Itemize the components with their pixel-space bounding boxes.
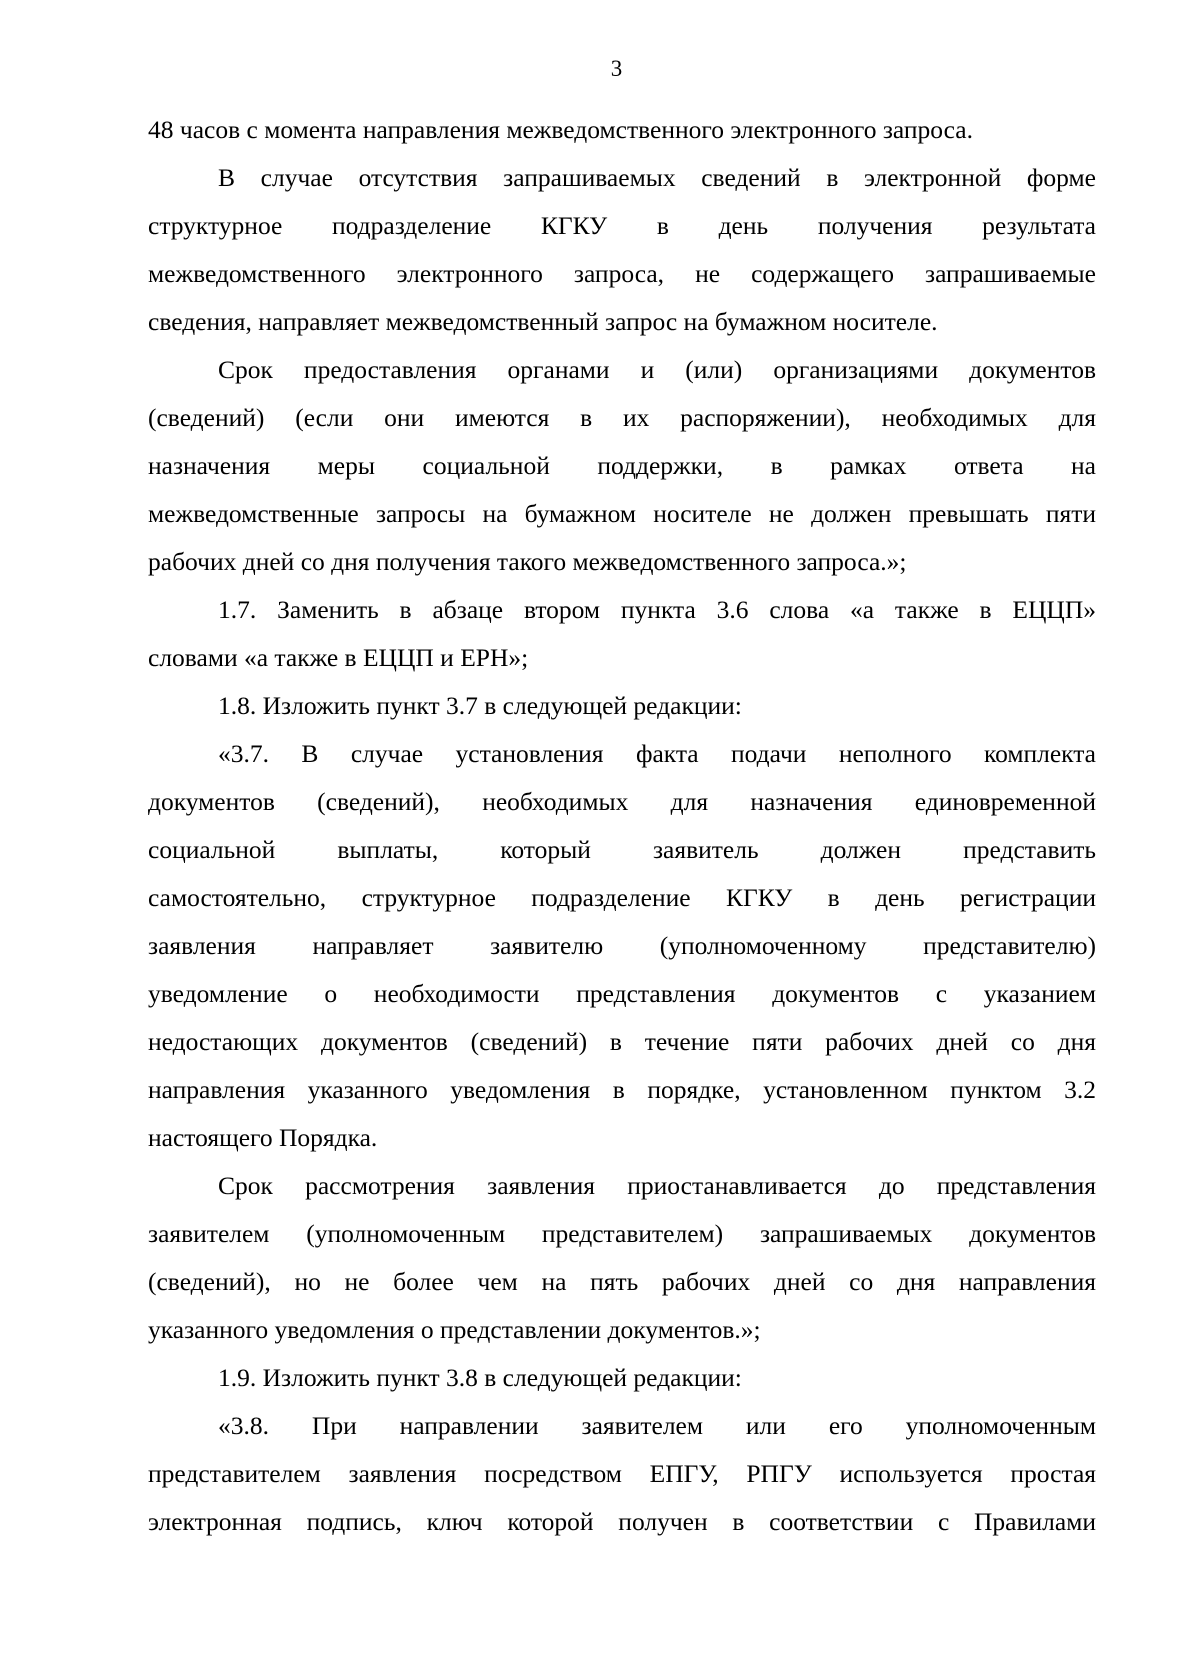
paragraph <box>148 682 1096 730</box>
text-line: (сведений) (если они имеются в их распоряжении), необходимых для <box>148 403 1096 432</box>
text-line: 1.7. Заменить в абзаце втором пункта 3.6 слова «а также в ЕЦЦП» <box>218 595 1096 624</box>
text-line: В случае отсутствия запрашиваемых сведений в электронной форме <box>218 163 1096 192</box>
paragraph <box>148 154 1096 346</box>
text-line: сведения, направляет межведомственный запрос на бумажном носителе. <box>148 307 938 336</box>
text-line: документов (сведений), необходимых для назначения единовременной <box>148 787 1096 816</box>
text-line: заявления направляет заявителю (уполномоченному представителю) <box>148 931 1096 960</box>
page-number: 3 <box>610 56 623 81</box>
paragraph <box>148 586 1096 682</box>
text-line: назначения меры социальной поддержки, в рамках ответа на <box>148 451 1096 480</box>
text-line: 48 часов с момента направления межведомственного электронного запроса. <box>148 115 974 144</box>
paragraph <box>148 346 1096 586</box>
paragraph <box>148 1402 1096 1546</box>
paragraph <box>148 1162 1096 1354</box>
text-line: межведомственные запросы на бумажном носителе не должен превышать пяти <box>148 499 1096 528</box>
paragraph <box>148 1354 1096 1402</box>
text-line: настоящего Порядка. <box>148 1123 378 1152</box>
document-body <box>148 106 1096 1546</box>
text-line: межведомственного электронного запроса, не содержащего запрашиваемые <box>148 259 1096 288</box>
text-line: Срок рассмотрения заявления приостанавливается до представления <box>218 1171 1096 1200</box>
text-line: 1.8. Изложить пункт 3.7 в следующей редакции: <box>218 691 742 720</box>
text-line: структурное подразделение КГКУ в день получения результата <box>148 211 1096 240</box>
text-line: уведомление о необходимости представления документов с указанием <box>148 979 1096 1008</box>
text-line: представителем заявления посредством ЕПГУ, РПГУ используется простая <box>148 1459 1096 1488</box>
text-line: указанного уведомления о представлении документов.»; <box>148 1315 761 1344</box>
text-line: рабочих дней со дня получения такого межведомственного запроса.»; <box>148 547 907 576</box>
text-line: заявителем (уполномоченным представителем) запрашиваемых документов <box>148 1219 1096 1248</box>
text-line: электронная подпись, ключ которой получен в соответствии с Правилами <box>148 1507 1096 1536</box>
paragraph <box>148 730 1096 1162</box>
text-line: (сведений), но не более чем на пять рабочих дней со дня направления <box>148 1267 1096 1296</box>
paragraph <box>148 106 1096 154</box>
text-line: «3.7. В случае установления факта подачи неполного комплекта <box>218 739 1096 768</box>
text-line: самостоятельно, структурное подразделение КГКУ в день регистрации <box>148 883 1096 912</box>
text-line: направления указанного уведомления в порядке, установленном пунктом 3.2 <box>148 1075 1096 1104</box>
text-line: 1.9. Изложить пункт 3.8 в следующей редакции: <box>218 1363 742 1392</box>
text-line: словами «а также в ЕЦЦП и ЕРН»; <box>148 643 529 672</box>
text-line: Срок предоставления органами и (или) организациями документов <box>218 355 1096 384</box>
text-line: социальной выплаты, который заявитель должен представить <box>148 835 1096 864</box>
text-line: недостающих документов (сведений) в течение пяти рабочих дней со дня <box>148 1027 1096 1056</box>
text-line: «3.8. При направлении заявителем или его уполномоченным <box>218 1411 1096 1440</box>
